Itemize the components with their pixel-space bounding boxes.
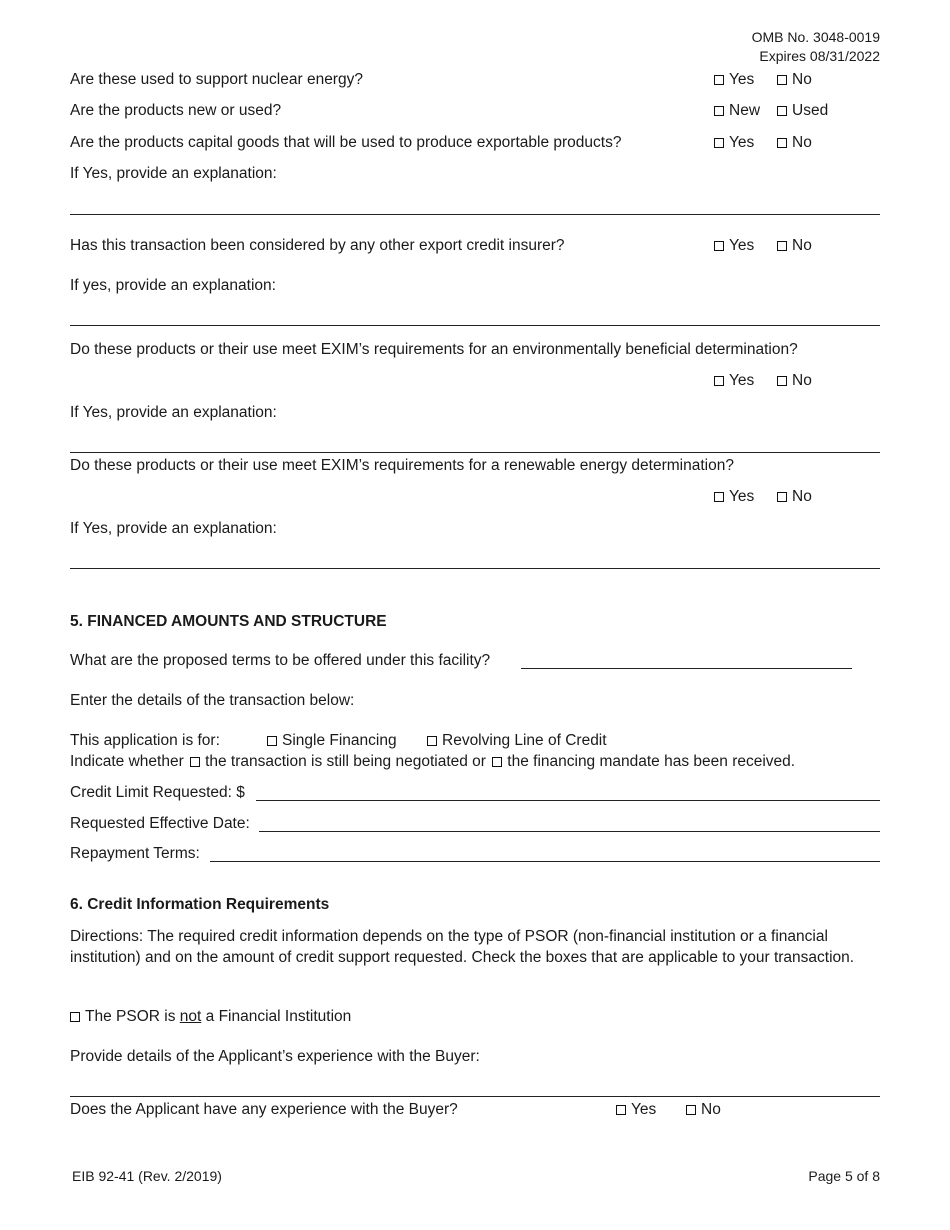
env-beneficial-explanation-label: If Yes, provide an explanation: <box>70 404 277 421</box>
page-number: Page 5 of 8 <box>808 1168 880 1184</box>
expiration-date: Expires 08/31/2022 <box>759 48 880 64</box>
other-insurer-no-option[interactable]: No <box>777 237 812 255</box>
effective-date-line[interactable] <box>259 831 880 832</box>
question-capital-goods: Are the products capital goods that will be used to produce exportable products? <box>70 134 622 151</box>
checkbox-icon[interactable] <box>492 757 502 767</box>
checkbox-icon[interactable] <box>70 1012 80 1022</box>
renewable-no-option[interactable]: No <box>777 488 812 506</box>
capital-goods-explanation-label: If Yes, provide an explanation: <box>70 165 277 182</box>
indicate-prefix: Indicate whether <box>70 753 184 770</box>
negotiated-option-label: the transaction is still being negotiated or <box>205 753 486 770</box>
renewable-explanation-label: If Yes, provide an explanation: <box>70 520 277 537</box>
effective-date-label: Requested Effective Date: <box>70 815 250 832</box>
checkbox-icon[interactable] <box>714 241 724 251</box>
checkbox-icon[interactable] <box>777 138 787 148</box>
experience-yes-option[interactable]: Yes <box>616 1101 656 1119</box>
checkbox-icon[interactable] <box>777 376 787 386</box>
psor-not-fi-option[interactable]: The PSOR is not a Financial Institution <box>70 1008 351 1026</box>
checkbox-icon[interactable] <box>616 1105 626 1115</box>
checkbox-icon[interactable] <box>190 757 200 767</box>
capital-goods-explanation-line[interactable] <box>70 214 880 215</box>
question-env-beneficial: Do these products or their use meet EXIM’s requirements for an environmentally beneficial determination? <box>70 341 798 358</box>
checkbox-icon[interactable] <box>777 75 787 85</box>
capital-goods-yes-option[interactable]: Yes <box>714 134 754 152</box>
checkbox-icon[interactable] <box>714 106 724 116</box>
question-renewable: Do these products or their use meet EXIM’s requirements for a renewable energy determination? <box>70 457 734 474</box>
capital-goods-no-option[interactable]: No <box>777 134 812 152</box>
renewable-explanation-line[interactable] <box>70 568 880 569</box>
single-financing-option[interactable]: Single Financing <box>267 732 397 750</box>
applicant-experience-label: Provide details of the Applicant’s experience with the Buyer: <box>70 1048 480 1065</box>
section6-directions: Directions: The required credit information depends on the type of PSOR (non-financial institution or a financial institution) and on the amount of credit support requested. Check the boxes that are applicable to your transaction. <box>70 928 855 966</box>
omb-number: OMB No. 3048-0019 <box>751 29 880 45</box>
question-any-experience: Does the Applicant have any experience with the Buyer? <box>70 1101 458 1118</box>
checkbox-icon[interactable] <box>777 492 787 502</box>
checkbox-icon[interactable] <box>714 376 724 386</box>
checkbox-icon[interactable] <box>714 75 724 85</box>
checkbox-icon[interactable] <box>714 492 724 502</box>
proposed-terms-label: What are the proposed terms to be offered under this facility? <box>70 652 491 669</box>
section6-title: 6. Credit Information Requirements <box>70 896 330 913</box>
used-option[interactable]: Used <box>777 102 828 120</box>
question-other-insurer: Has this transaction been considered by any other export credit insurer? <box>70 237 565 254</box>
new-option[interactable]: New <box>714 102 760 120</box>
checkbox-icon[interactable] <box>686 1105 696 1115</box>
checkbox-icon[interactable] <box>267 736 277 746</box>
renewable-yes-option[interactable]: Yes <box>714 488 754 506</box>
question-new-used: Are the products new or used? <box>70 102 282 119</box>
repayment-terms-line[interactable] <box>210 861 880 862</box>
env-beneficial-yes-option[interactable]: Yes <box>714 372 754 390</box>
experience-no-option[interactable]: No <box>686 1101 721 1119</box>
checkbox-icon[interactable] <box>777 241 787 251</box>
other-insurer-yes-option[interactable]: Yes <box>714 237 754 255</box>
env-beneficial-no-option[interactable]: No <box>777 372 812 390</box>
credit-limit-label: Credit Limit Requested: $ <box>70 784 245 801</box>
nuclear-yes-option[interactable]: Yes <box>714 71 754 89</box>
form-id: EIB 92-41 (Rev. 2/2019) <box>72 1168 222 1184</box>
checkbox-icon[interactable] <box>427 736 437 746</box>
checkbox-icon[interactable] <box>714 138 724 148</box>
application-for-label: This application is for: <box>70 732 220 749</box>
checkbox-icon[interactable] <box>777 106 787 116</box>
other-insurer-explanation-label: If yes, provide an explanation: <box>70 277 276 294</box>
question-nuclear: Are these used to support nuclear energy? <box>70 71 363 88</box>
repayment-terms-label: Repayment Terms: <box>70 845 200 862</box>
applicant-experience-line[interactable] <box>70 1096 880 1097</box>
revolving-line-option[interactable]: Revolving Line of Credit <box>427 732 607 750</box>
mandate-option-label: the financing mandate has been received. <box>507 753 796 770</box>
enter-details-label: Enter the details of the transaction below: <box>70 692 355 709</box>
other-insurer-explanation-line[interactable] <box>70 325 880 326</box>
credit-limit-line[interactable] <box>256 800 880 801</box>
section5-title: 5. FINANCED AMOUNTS AND STRUCTURE <box>70 613 387 630</box>
indicate-line <box>70 753 795 771</box>
env-beneficial-explanation-line[interactable] <box>70 452 880 453</box>
nuclear-no-option[interactable]: No <box>777 71 812 89</box>
proposed-terms-line[interactable] <box>521 668 852 669</box>
